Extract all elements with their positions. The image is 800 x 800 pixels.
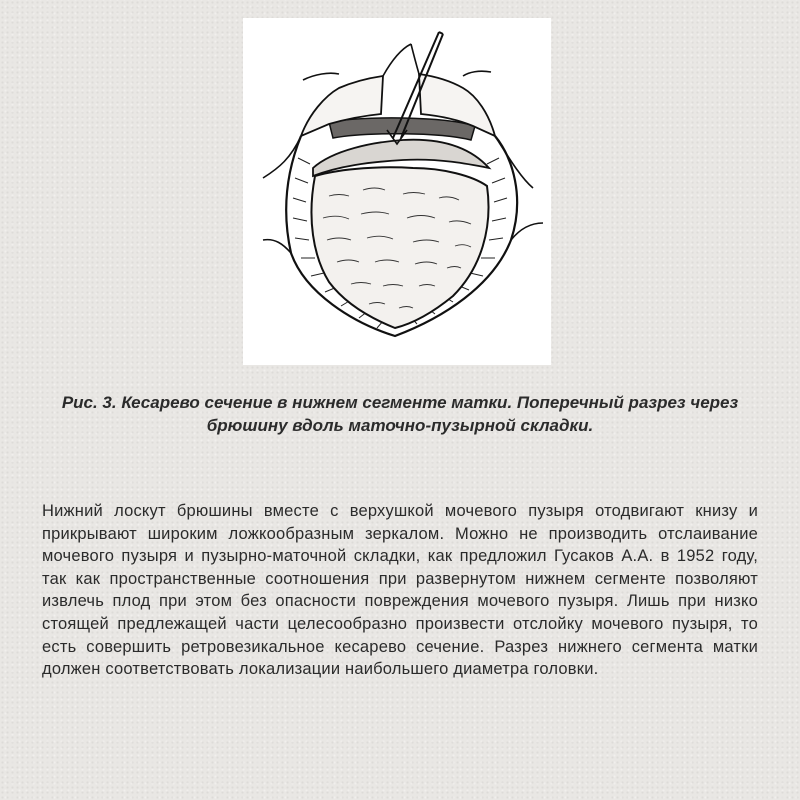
uterus-surface	[311, 167, 488, 328]
upper-flap-lines	[303, 44, 491, 80]
body-paragraph: Нижний лоскут брюшины вместе с верхушкой мочевого пузыря отодвигают книзу и прикрывают широким ложкообразным зеркалом. Можно не производить отслаивание мочевого пузыря и пузырно-маточной складки, как предложил Гусаков А.А. в 1952 году, так как пространственные соотношения при развернутом нижнем сегменте позволяют извлечь плод при этом без опасности повреждения мочевого пузыря. Лишь при низко стоящей предлежащей части целесообразно произвести отслойку мочевого пузыря, то есть совершить ретровезикальное кесарево сечение. Разрез нижнего сегмента матки должен соответствовать локализации наибольшего диаметра головки.	[42, 502, 758, 679]
cesarean-section-illustration	[243, 18, 551, 365]
figure-caption: Рис. 3. Кесарево сечение в нижнем сегменте матки. Поперечный разрез через брюшину вдоль маточно-пузырной складки.	[61, 393, 739, 435]
figure-image	[243, 18, 551, 365]
